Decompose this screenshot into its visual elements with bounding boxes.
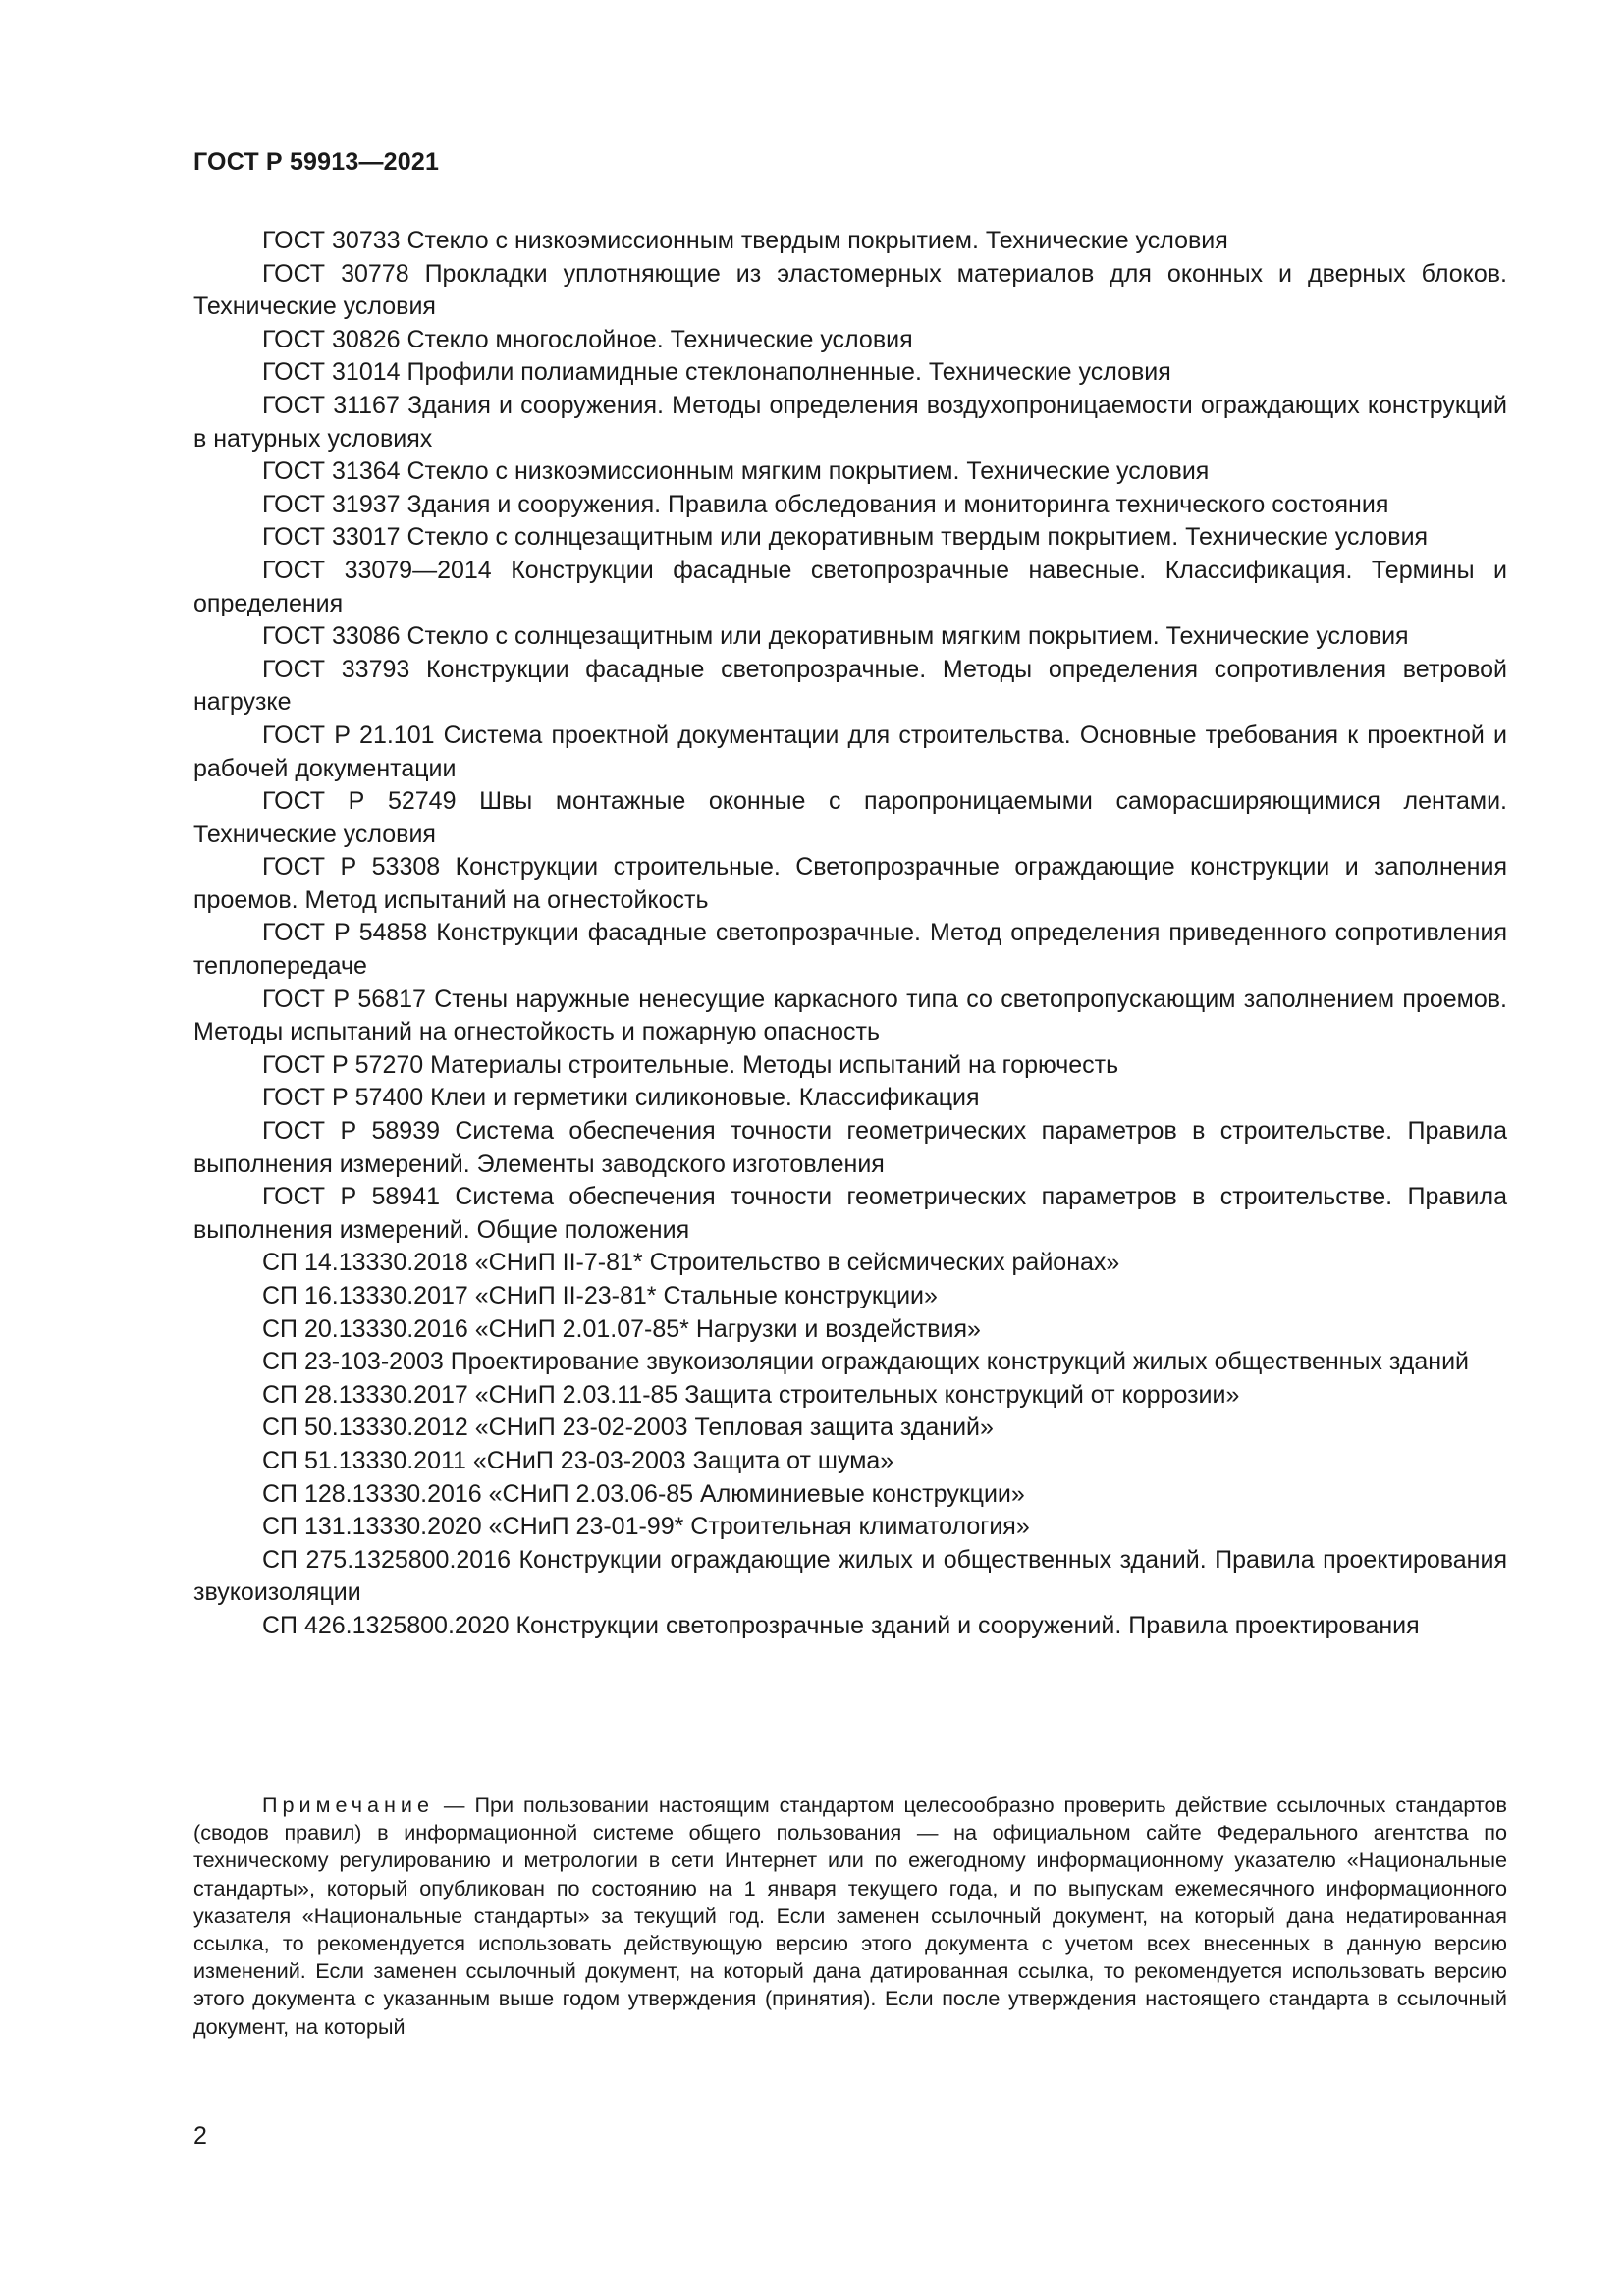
reference-item: ГОСТ 31937 Здания и сооружения. Правила обследования и мониторинга технического состояния bbox=[262, 490, 1389, 518]
reference-item: ГОСТ 33793 Конструкции фасадные светопрозрачные. Методы определения сопротивления ветровой нагрузке bbox=[193, 655, 1507, 717]
reference-item: ГОСТ Р 57270 Материалы строительные. Методы испытаний на горючесть bbox=[262, 1050, 1119, 1079]
reference-item: СП 28.13330.2017 «СНиП 2.03.11-85 Защита строительных конструкций от коррозии» bbox=[262, 1380, 1240, 1409]
reference-item: ГОСТ Р 53308 Конструкции строительные. Светопрозрачные ограждающие конструкции и заполнения проемов. Метод испытаний на огнестойкость bbox=[193, 853, 1507, 914]
reference-item: ГОСТ Р 56817 Стены наружные ненесущие каркасного типа со светопропускающим заполнением проемов. Методы испытаний на огнестойкость и пожарную опасность bbox=[193, 985, 1507, 1046]
reference-item: СП 16.13330.2017 «СНиП II-23-81* Стальные конструкции» bbox=[262, 1282, 938, 1309]
reference-item: ГОСТ 33079—2014 Конструкции фасадные светопрозрачные навесные. Классификация. Термины и определения bbox=[193, 556, 1507, 617]
reference-item: ГОСТ 31014 Профили полиамидные стеклонаполненные. Технические условия bbox=[262, 358, 1171, 387]
reference-item: ГОСТ 30826 Стекло многослойное. Технические условия bbox=[262, 325, 913, 353]
normative-references-list bbox=[193, 225, 1507, 1643]
page-number: 2 bbox=[193, 2122, 207, 2150]
reference-item: СП 20.13330.2016 «СНиП 2.01.07-85* Нагрузки и воздействия» bbox=[262, 1314, 981, 1343]
reference-item: ГОСТ Р 58941 Система обеспечения точности геометрических параметров в строительстве. Правила выполнения измерений. Общие положения bbox=[193, 1183, 1507, 1244]
reference-item: ГОСТ Р 58939 Система обеспечения точности геометрических параметров в строительстве. Правила выполнения измерений. Элементы заводского изготовления bbox=[193, 1117, 1507, 1178]
reference-item: СП 275.1325800.2016 Конструкции ограждающие жилых и общественных зданий. Правила проектирования звукоизоляции bbox=[193, 1545, 1507, 1607]
reference-item: СП 128.13330.2016 «СНиП 2.03.06-85 Алюминиевые конструкции» bbox=[262, 1479, 1025, 1508]
reference-item: ГОСТ 31364 Стекло с низкоэмиссионным мягким покрытием. Технические условия bbox=[262, 457, 1210, 486]
reference-item: СП 51.13330.2011 «СНиП 23-03-2003 Защита от шума» bbox=[262, 1446, 894, 1474]
reference-item: ГОСТ Р 57400 Клеи и герметики силиконовые. Классификация bbox=[262, 1084, 980, 1112]
reference-item: ГОСТ 30733 Стекло с низкоэмиссионным твердым покрытием. Технические условия bbox=[262, 227, 1228, 254]
note-text: — При пользовании настоящим стандартом целесообразно проверить действие ссылочных стандартов (сводов правил) в информационной системе общего пользования — на официальном сайте Федерального агентства по техническому регулированию и метрологии в сети Интернет или по ежегодному информационному указателю «Национальные стандарты», который опубликован по состоянию на 1 января текущего года, и по выпускам ежемесячного информационного указателя «Национальные стандарты» за текущий год. Если заменен ссылочный документ, на который дана недатированная ссылка, то рекомендуется использовать действующую версию этого документа с учетом всех внесенных в данную версию изменений. Если заменен ссылочный документ, на который дана датированная ссылка, то рекомендуется использовать версию этого документа с указанным выше годом утверждения (принятия). Если после утверждения настоящего стандарта в ссылочный документ, на который bbox=[193, 1792, 1507, 2039]
reference-item: ГОСТ 31167 Здания и сооружения. Методы определения воздухопроницаемости ограждающих конструкций в натурных условиях bbox=[193, 391, 1507, 453]
reference-item: СП 131.13330.2020 «СНиП 23-01-99* Строительная климатология» bbox=[262, 1513, 1030, 1541]
reference-item: ГОСТ 30778 Прокладки уплотняющие из эластомерных материалов для оконных и дверных блоков. Технические условия bbox=[193, 259, 1507, 321]
reference-item: СП 426.1325800.2020 Конструкции светопрозрачные зданий и сооружений. Правила проектирования bbox=[262, 1611, 1420, 1639]
reference-item: ГОСТ Р 54858 Конструкции фасадные светопрозрачные. Метод определения приведенного сопротивления теплопередаче bbox=[193, 919, 1507, 981]
reference-item: СП 14.13330.2018 «СНиП II-7-81* Строительство в сейсмических районах» bbox=[262, 1249, 1120, 1277]
document-code-header: ГОСТ Р 59913—2021 bbox=[193, 148, 440, 176]
reference-item: ГОСТ Р 21.101 Система проектной документации для строительства. Основные требования к проектной и рабочей документации bbox=[193, 721, 1507, 782]
reference-item: СП 50.13330.2012 «СНиП 23-02-2003 Тепловая защита зданий» bbox=[262, 1414, 994, 1442]
reference-item: ГОСТ Р 52749 Швы монтажные оконные с паропроницаемыми саморасширяющимися лентами. Технические условия bbox=[193, 787, 1507, 848]
note-paragraph bbox=[193, 1791, 1507, 2041]
reference-item: ГОСТ 33086 Стекло с солнцезащитным или декоративным мягким покрытием. Технические условия bbox=[262, 622, 1409, 651]
reference-item: СП 23-103-2003 Проектирование звукоизоляции ограждающих конструкций жилых общественных зданий bbox=[262, 1348, 1470, 1376]
note-label: Примечание bbox=[262, 1792, 434, 1817]
reference-item: ГОСТ 33017 Стекло с солнцезащитным или декоративным твердым покрытием. Технические условия bbox=[262, 523, 1429, 552]
